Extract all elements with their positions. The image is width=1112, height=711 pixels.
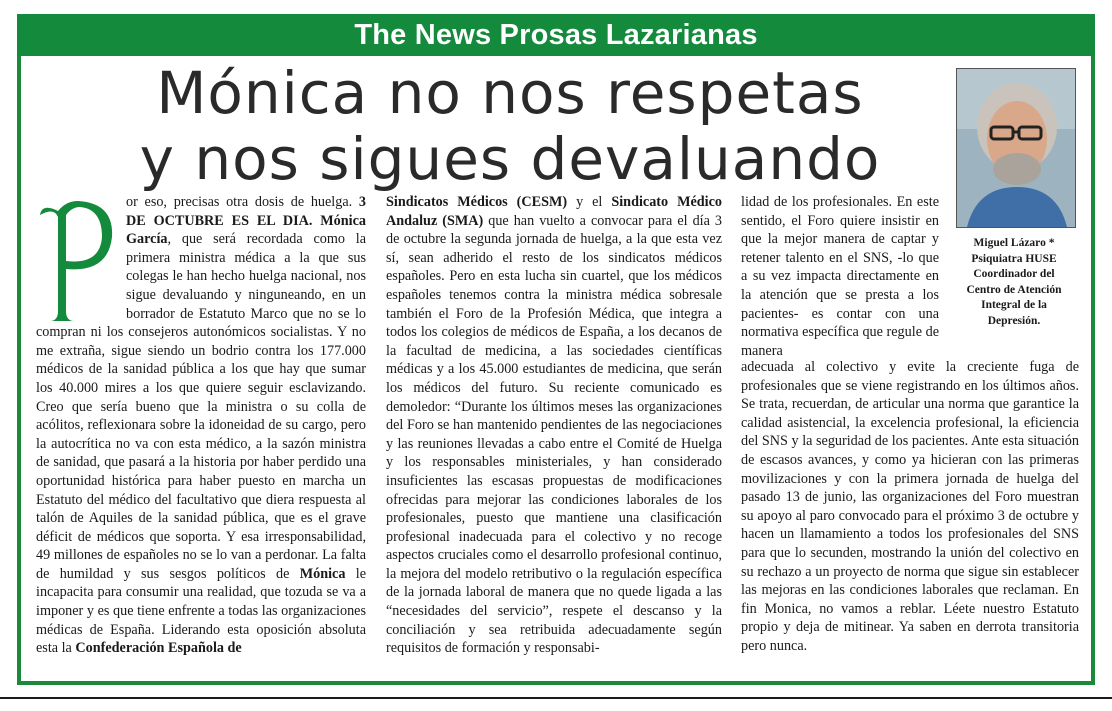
page-rule: [0, 697, 1112, 699]
paragraph: [386, 193, 722, 658]
article-column-3-bottom: [741, 358, 1079, 656]
text-run: y el: [567, 194, 612, 210]
article-column-2: [386, 193, 722, 658]
author-photo: [956, 68, 1076, 228]
author-role-2: Coordinador del: [973, 268, 1055, 280]
text-run: , que será recordada como la primera ministra médica a la que sus colegas le han hecho huelga nacional, nos sigue devaluando y ninguneando, en un borrador de Estatuto Marco que no se lo compran ni los consejeros autonómicos socialistas. Y no me extraña, sigue siendo un bodrio contra los 177.000 médicos de la sanidad pública a los que hay que sumar los 40.000 mires a los que quiere seguir esclavizando. Creo que sería bueno que la ministra o su colla de acólitos, reflexionara sobre la idoneidad de su cargo, pero la autocrítica no va con esta médico, a la sazón ministra de sanidad, que pasará a la historia por haber perdido una oportunidad histórica para haber puesto en marcha un Estatuto del médico del facultativo que diera respuesta al talón de Aquiles de la sanidad pública, que es el grave déficit de médicos que soporta. Y esa irresponsabilidad, 49 millones de españoles no se lo van a perdonar. La falta de humildad y sus sesgos políticos de: [36, 231, 366, 582]
text-run: or eso, precisas otra dosis de huelga.: [126, 194, 359, 210]
headline-line-2: y nos sigues devaluando: [139, 125, 881, 193]
text-run: que han vuelto a convocar para el día 3 de octubre la segunda jornada de huelga, a la que esta vez sí, sean adherido el resto de los sindicatos médicos españoles. Pero en esta lucha sin cuartel, que los médicos españoles tenemos contra la ministra médica sobresale también el Foro de la Profesión Médica, que integra a todos los colegios de médicos de España, a los decanos de la facultad de medicina, a las sociedades científicas médicas y a los 45.000 estudiantes de medicina, que serán los médicos del futuro. Su reciente comunicado es demoledor: “Durante los últimos meses las organizaciones del Foro se han mantenido pendientes de las negociaciones y las reuniones llevadas a cabo entre el Comité de Huelga y los responsables ministeriales, y han considerado insuficientes las escasas propuestas de modificaciones ofrecidas para mejorar las condiciones laborales de los profesionales, puesto que mantiene una clasificación profesional inadecuada para el colectivo y no recoge aspectos cruciales como el desarrollo profesional continuo, la mejora del modelo retributivo o la regulación específica de la jornada laboral de manera que no quede ligada a las “necesidades del servicio”, respete el descanso y la conciliación y sea retribuida adecuadamente según requisitos de formación y responsabi-: [386, 212, 723, 657]
text-bold-org: Sindicatos Médicos (CESM): [386, 194, 568, 210]
author-role-1: Psiquiatra HUSE: [971, 252, 1057, 265]
author-role-3: Centro de Atención: [966, 283, 1062, 296]
author-name: Miguel Lázaro *: [973, 237, 1055, 249]
author-caption: [940, 236, 1088, 329]
text-bold-name: Mónica: [299, 565, 346, 582]
author-role-5: Depresión.: [987, 314, 1041, 327]
text-bold-org: Sindicato Médico Andaluz (SMA): [386, 194, 722, 229]
text-bold-date: 3 DE OCTUBRE ES EL DIA. Mónica García: [126, 194, 366, 248]
author-portrait-image: [957, 69, 1075, 227]
headline-line-1: Mónica no nos respetas: [156, 59, 864, 127]
text-bold-org: Confederación Española de: [75, 640, 242, 657]
author-role-4: Integral de la: [981, 299, 1047, 311]
article-column-3-top: [741, 193, 939, 360]
drop-cap-letter: P: [75, 265, 81, 276]
drop-cap: [36, 193, 120, 323]
article-column-1: [36, 193, 366, 658]
section-banner: The News Prosas Lazarianas: [17, 14, 1095, 56]
text-run: le incapacita para consumir una realidad, que tozuda se va a imponer y es que tiene enfrente a todas las organizaciones médicas de España. Liderando esta oposición absoluta esta la: [36, 565, 366, 657]
paragraph: lidad de los profesionales. En este sentido, el Foro quiere insistir en que la mejor manera de captar y retener talento en el SNS, -lo que a su vez impacta directamente en la atención que se presta a los pacientes- es contar con una normativa específica que regule de manera: [741, 194, 939, 359]
paragraph: adecuada al colectivo y evite la creciente fuga de profesionales que se viene registrando en los últimos años. Se trata, recuerdan, de articular una norma que garantice la calidad asistencial, la excelencia profesional, la eficiencia del SNS y la seguridad de los pacientes. Ante esta situación de escasos avances, y como ya hicieran con las primeras movilizaciones y con la primera jornada de huelga del pasado 13 de junio, las organizaciones del Foro muestran su apoyo al paro convocado para el próximo 3 de octubre y hacen un llamamiento a todos los profesionales del SNS para que lo secunden, mostrando la unión del colectivo en su rechazo a un proyecto de norma que sigue sin establecer las mejoras en las condiciones laborales que reclaman. En fin Monica, no vamos a reblar. Léete nuestro Estatuto propio y deja de mitinear. Ya saben en derrota transitoria pero nunca.: [741, 359, 1079, 654]
headline: [90, 60, 930, 192]
